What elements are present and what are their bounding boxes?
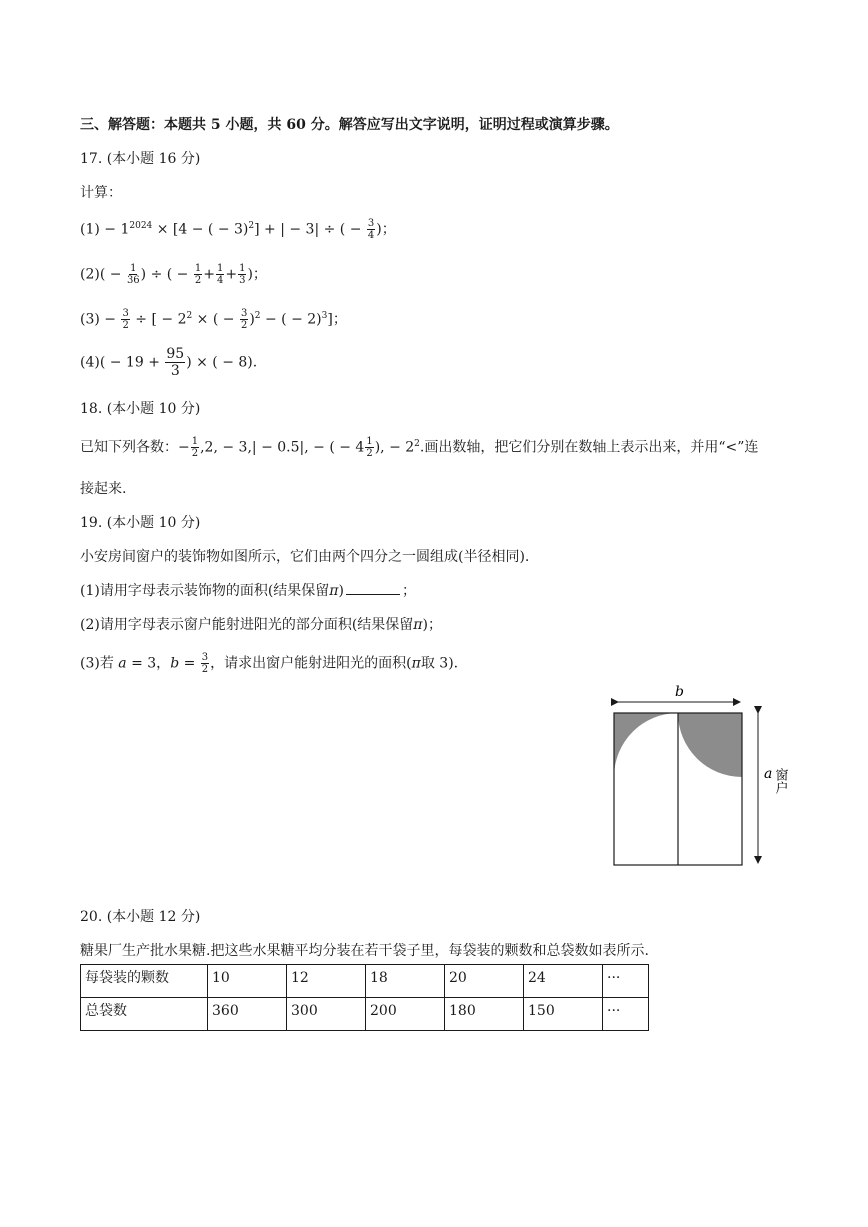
answer-blank [346,594,400,595]
table-cell: 12 [287,965,366,998]
q19-header: 19. (本小题 10 分) [80,515,201,531]
table-cell: 150 [524,998,603,1031]
table-row [81,965,649,998]
section-title: 三、解答题：本题共 5 小题，共 60 分。解答应写出文字说明，证明过程或演算步骤。 [80,117,619,133]
q20-header: 20. (本小题 12 分) [80,909,201,925]
label-a: a [764,766,773,782]
q17-part3: (3) − $\frac{3}{2}$ ÷ [ − $2^2$ × ( − $\frac{3}{2}$ )$^2$ − ( − 2)$^3$]； [80,308,347,331]
q17-intro: 计算： [80,185,122,201]
q17-part2: (2)( − $\frac{1}{36}$ ) ÷ ( − $\frac{1}{2}$ + $\frac{1}{4}$ + $\frac{1}{3}$ )； [80,263,267,286]
q19-part1: (1)请用字母表示装饰物的面积(结果保留π) ； [80,583,416,599]
left-shade [614,713,678,777]
q19-part2: (2)请用字母表示窗户能射进阳光的部分面积(结果保留π)； [80,617,442,633]
q18-line1: 已知下列各数：− $\frac{1}{2}$ ,2, − 3,| − 0.5|, − ( − 4 $\frac{1}{2}$ ), − $2^2$.画出数轴，把它们分别在数轴上表示出来，并用“<”连 [80,436,759,459]
table-cell: 10 [208,965,287,998]
table-cell: 180 [445,998,524,1031]
table-cell: 20 [445,965,524,998]
right-shade [678,713,742,777]
table-cell: 360 [208,998,287,1031]
table-cell: 每袋装的颗数 [81,965,208,998]
label-window: 窗户 [772,768,788,794]
q17-part4: (4)( − 19 + $\frac{95}{3}$ ) × ( − 8). [80,346,258,379]
q20-intro: 糖果厂生产批水果糖.把这些水果糖平均分装在若干袋子里，每袋装的颗数和总袋数如表所示. [80,943,649,959]
q17-part1: $(1) - 1^{2024} \times [4$ − ( − 3)$^2$] + | − 3| ÷ ( − $\frac{3}{4}$ )； [80,218,396,241]
q17-header: 17. (本小题 16 分) [80,151,201,167]
table-cell: 18 [366,965,445,998]
table-cell: 总袋数 [81,998,208,1031]
table-cell: 300 [287,998,366,1031]
label-b: b [675,684,684,700]
q18-header: 18. (本小题 10 分) [80,401,201,417]
table-cell: 200 [366,998,445,1031]
table-cell: 24 [524,965,603,998]
q19-intro: 小安房间窗户的装饰物如图所示，它们由两个四分之一圆组成(半径相同). [80,549,530,565]
table-cell: ··· [603,998,649,1031]
table-row [81,998,649,1031]
q19-part3: (3)若 a = 3，b = $\frac{3}{2}$ ，请求出窗户能射进阳光的面积(π取 3). [80,652,459,675]
window-figure [596,680,816,872]
table-cell: ··· [603,965,649,998]
q18-line2: 接起来. [80,481,127,497]
candy-table [80,964,649,1031]
